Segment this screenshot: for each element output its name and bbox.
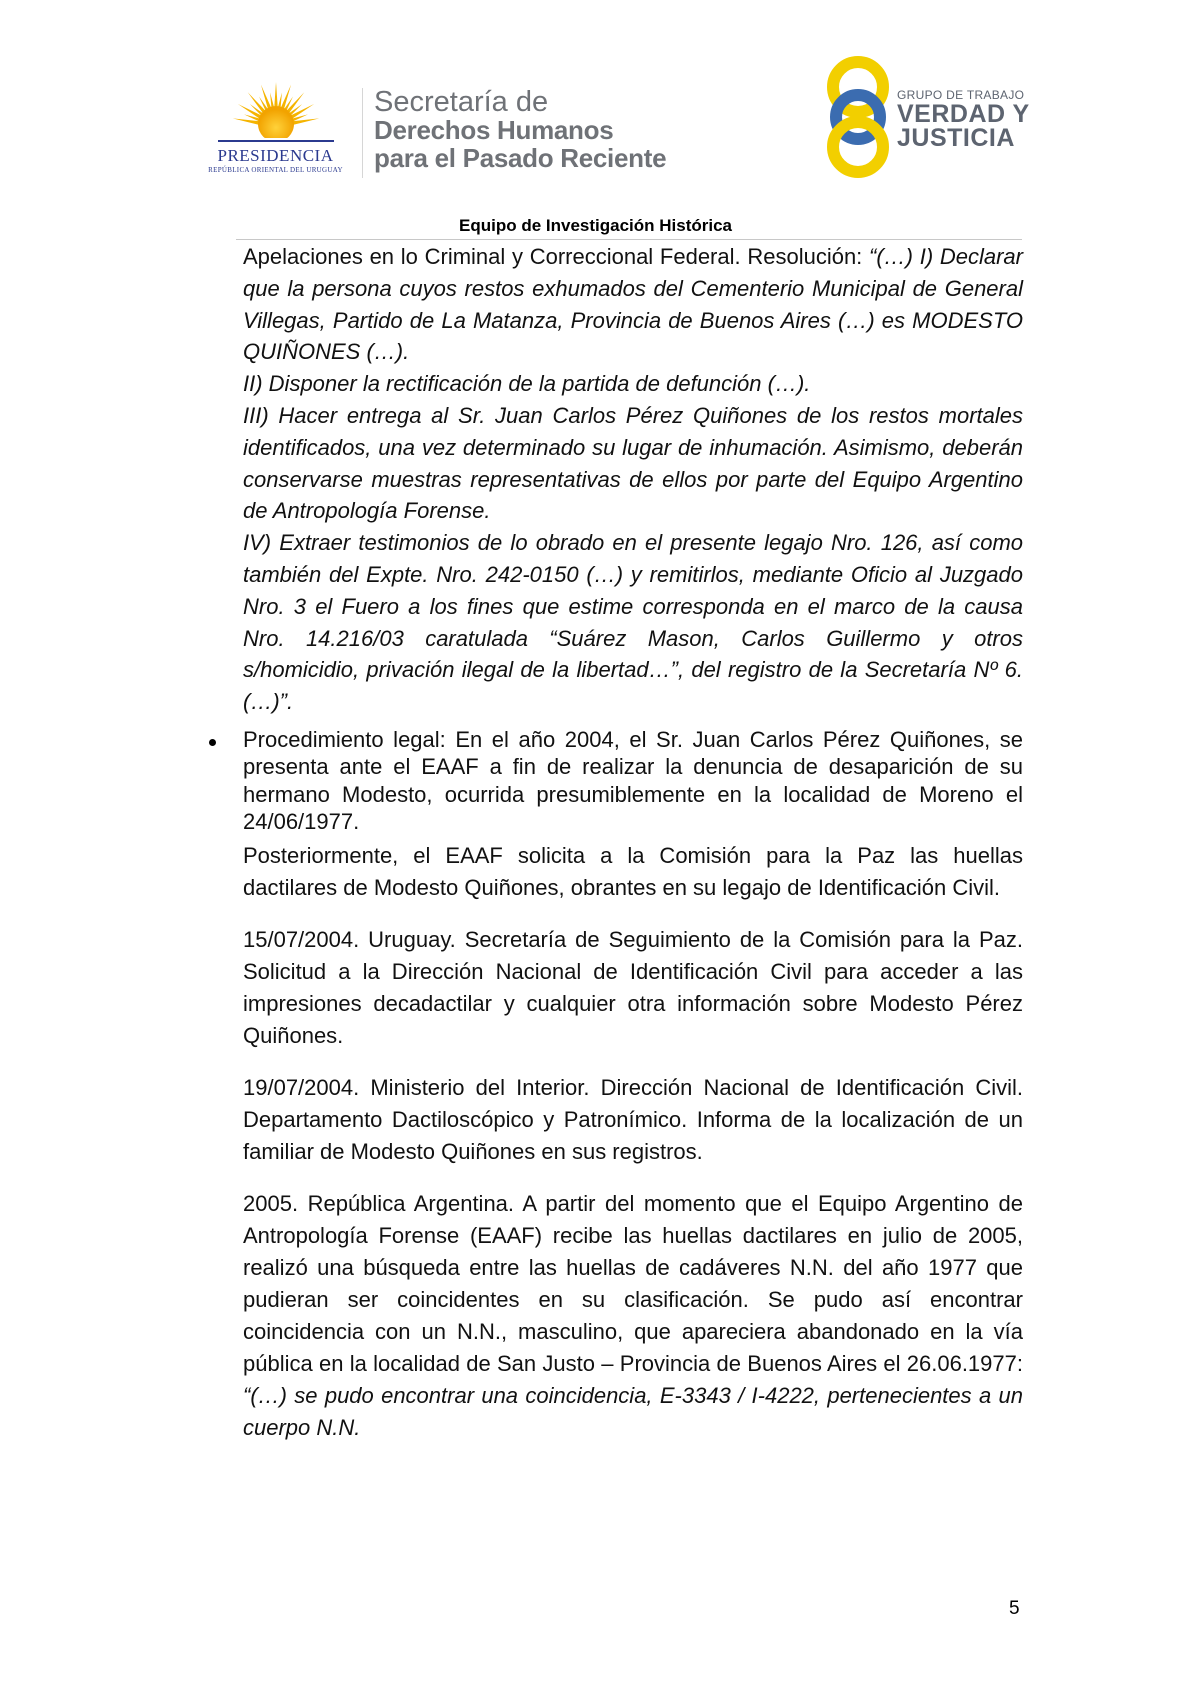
resolution-paragraph-1: [243, 241, 1023, 368]
secretaria-line-2: Derechos Humanos: [374, 115, 614, 145]
secretaria-line-3: para el Pasado Reciente: [374, 143, 667, 173]
presidencia-label: PRESIDENCIA: [217, 146, 334, 165]
paragraph-2005-text: 2005. República Argentina. A partir del momento que el Equipo Argentino de Antropología Forense (EAAF) recibe las huellas dactilares en julio de 2005, realizó una búsqueda entre las huellas de cadáveres N.N. del año 1977 que pudieran ser coincidentes en su clasificación. Se pudo así encontrar coincidencia con un N.N., masculino, que apareciera abandonado en la vía pública en la localidad de San Justo – Provincia de Buenos Aires el 26.06.1977:: [243, 1190, 1023, 1376]
secretaria-line-1: Secretaría de: [374, 86, 549, 118]
grupo-line-2: VERDAD Y: [897, 100, 1030, 128]
grupo-line-3: JUSTICIA: [897, 124, 1015, 152]
verdad-justicia-rings-icon: [818, 56, 898, 178]
procedimiento-paragraph: Procedimiento legal: En el año 2004, el Sr. Juan Carlos Pérez Quiñones, se presenta ante el EAAF a fin de realizar la denuncia de desaparición de su hermano Modesto, ocurrida presumiblemente en la localidad de Moreno el 24/06/1977.: [243, 726, 1023, 835]
presidencia-sub-label: REPÚBLICA ORIENTAL DEL URUGUAY: [208, 166, 343, 174]
bullet-icon: [209, 739, 216, 746]
verdad-justicia-logo-text: [897, 88, 1030, 150]
page-number: 5: [1009, 1598, 1020, 1619]
secretaria-logo-text: [374, 88, 666, 172]
resolution-quote: [243, 241, 1023, 718]
paragraph-15-07-2004: 15/07/2004. Uruguay. Secretaría de Seguimiento de la Comisión para la Paz. Solicitud a la Dirección Nacional de Identificación Civil para acceder a las impresiones decadactilar y cualquier otra información sobre Modesto Pérez Quiñones.: [243, 926, 1023, 1048]
page-header: [0, 0, 1191, 235]
resolution-item-3: III) Hacer entrega al Sr. Juan Carlos Pérez Quiñones de los restos mortales identificados, una vez determinado su lugar de inhumación. Asimismo, deberán conservarse muestras representativas de ellos por parte del Equipo Argentino de Antropología Forense.: [243, 402, 1023, 524]
posteriormente-paragraph: Posteriormente, el EAAF solicita a la Comisión para la Paz las huellas dactilares de Modesto Quiñones, obrantes en su legajo de Identificación Civil.: [243, 842, 1023, 900]
resolution-intro: Apelaciones en lo Criminal y Correccional Federal. Resolución:: [243, 244, 870, 269]
resolution-item-2: II) Disponer la rectificación de la partida de defunción (…).: [243, 371, 811, 397]
header-rule: [236, 239, 1022, 240]
paragraph-2005-quote: “(…) se pudo encontrar una coincidencia, E-3343 / I-4222, pertenecientes a un cuerpo N.N.: [243, 1382, 1023, 1440]
resolution-item-1: “(…) I) Declarar que la persona cuyos restos exhumados del Cementerio Municipal de General Villegas, Partido de La Matanza, Provincia de Buenos Aires (…) es MODESTO QUIÑONES (…).: [243, 244, 1023, 365]
grupo-line-1: GRUPO DE TRABAJO: [897, 88, 1025, 102]
team-title: Equipo de Investigación Histórica: [459, 216, 732, 235]
bullet-item-procedimiento: [243, 726, 1023, 904]
document-body: [243, 241, 1023, 1444]
paragraph-19-07-2004: 19/07/2004. Ministerio del Interior. Dirección Nacional de Identificación Civil. Departamento Dactiloscópico y Patronímico. Informa de la localización de un familiar de Modesto Quiñones en sus registros.: [243, 1074, 1023, 1164]
paragraph-2005: [243, 1188, 1023, 1444]
resolution-item-4: IV) Extraer testimonios de lo obrado en el presente legajo Nro. 126, así como también del Expte. Nro. 242-0150 (…) y remitirlos, mediante Oficio al Juzgado Nro. 3 el Fuero a los fines que estime corresponda en el marco de la causa Nro. 14.216/03 caratulada “Suárez Mason, Carlos Guillermo y otros s/homicidio, privación ilegal de la libertad…”, del registro de la Secretaría Nº 6. (…)”.: [243, 530, 1023, 715]
logo-divider: [362, 88, 363, 178]
